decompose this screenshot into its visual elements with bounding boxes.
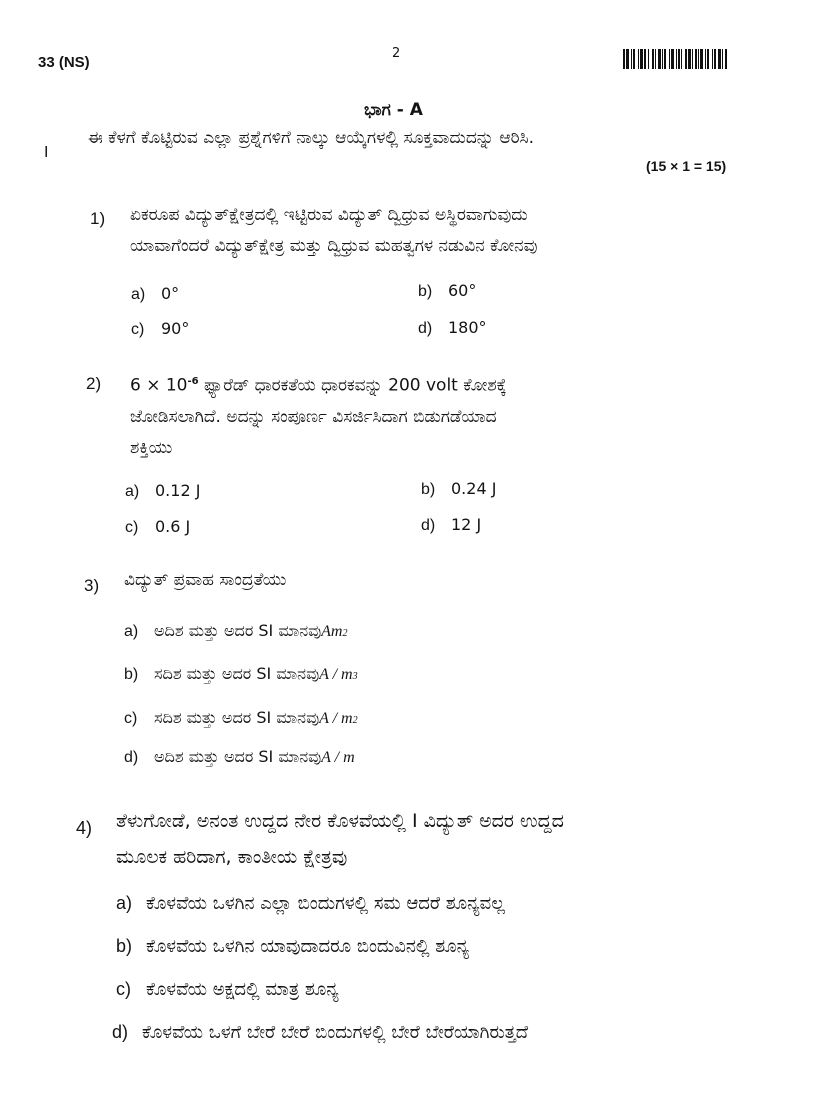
question-line: ಜೋಡಿಸಲಾಗಿದೆ. ಅದನ್ನು ಸಂಪೂರ್ಣ ವಿಸರ್ಜಿಸಿದಾಗ ಬಿಡುಗಡೆಯಾದ — [130, 406, 497, 427]
option-label: c) — [131, 321, 145, 338]
option-unit: Am — [321, 623, 343, 640]
unit-exponent: 3 — [352, 671, 358, 682]
option-d[interactable] — [124, 747, 355, 767]
barcode — [623, 49, 741, 69]
option-label: a) — [131, 286, 146, 303]
option-a[interactable] — [116, 893, 505, 914]
option-b[interactable] — [124, 664, 358, 684]
section-number: I — [44, 143, 49, 161]
question-number: 1) — [90, 209, 106, 228]
paper-code: 33 (NS) — [38, 54, 90, 71]
option-d[interactable] — [112, 1022, 528, 1043]
option-c[interactable] — [131, 319, 189, 339]
option-label: d) — [421, 517, 436, 534]
option-text: 0° — [161, 284, 180, 303]
question-line: ಏಕರೂಪ ವಿದ್ಯುತ್‌ಕ್ಷೇತ್ರದಲ್ಲಿ ಇಟ್ಟಿರುವ ವಿದ್ಯುತ್ ದ್ವಿಧ್ರುವ ಅಸ್ಥಿರವಾಗುವುದು — [130, 205, 528, 225]
option-text: 180° — [448, 318, 487, 337]
option-b[interactable] — [421, 479, 496, 499]
unit-exponent: 2 — [342, 628, 348, 639]
option-b[interactable] — [116, 936, 469, 957]
question-line: ಶಕ್ತಿಯು — [130, 437, 173, 458]
option-unit: A / m — [321, 749, 355, 766]
option-unit: A / m — [319, 710, 353, 727]
option-text: ಕೊಳವೆಯ ಒಳಗಿನ ಯಾವುದಾದರೂ ಬಿಂದುವಿನಲ್ಲಿ ಶೂನ್ಯ — [146, 936, 470, 957]
page-number: 2 — [392, 46, 401, 61]
question-number: 4) — [76, 818, 93, 838]
option-text: 0.24 J — [451, 479, 497, 498]
option-a[interactable] — [131, 284, 179, 304]
option-text: ಸದಿಶ ಮತ್ತು ಅದರ SI ಮಾನವು — [154, 708, 320, 727]
option-label: d) — [418, 320, 433, 337]
option-label: a) — [116, 893, 133, 913]
option-label: d) — [112, 1022, 129, 1042]
option-text: ಸದಿಶ ಮತ್ತು ಅದರ SI ಮಾನವು — [154, 664, 320, 683]
option-c[interactable] — [116, 979, 339, 1000]
option-text: ಕೊಳವೆಯ ಒಳಗಿನ ಎಲ್ಲಾ ಬಿಂದುಗಳಲ್ಲಿ ಸಮ ಆದರೆ ಶೂನ್ಯವಲ್ಲ — [146, 893, 505, 914]
question-number: 2) — [86, 374, 102, 393]
option-label: b) — [124, 666, 139, 683]
option-text: 90° — [161, 319, 190, 338]
question-number: 3) — [84, 576, 100, 595]
option-a[interactable] — [124, 621, 347, 641]
option-text: 12 J — [451, 515, 482, 534]
question-text — [130, 200, 755, 262]
unit-exponent: 2 — [352, 715, 358, 726]
option-label: b) — [421, 481, 436, 498]
option-label: c) — [124, 710, 138, 727]
option-text: 0.12 J — [155, 481, 201, 500]
question-text — [116, 803, 750, 875]
option-label: b) — [116, 936, 133, 956]
question-text: ವಿದ್ಯುತ್ ಪ್ರವಾಹ ಸಾಂದ್ರತೆಯು — [124, 570, 287, 590]
section-instruction: ಈ ಕೆಳಗೆ ಕೊಟ್ಟಿರುವ ಎಲ್ಲಾ ಪ್ರಶ್ನೆಗಳಿಗೆ ನಾಲ್ಕು ಆಯ್ಕೆಗಳಲ್ಲಿ ಸೂಕ್ತವಾದುದನ್ನು ಆರಿಸಿ. — [88, 128, 534, 148]
option-text: ಅದಿಶ ಮತ್ತು ಅದರ SI ಮಾನವು — [154, 621, 322, 640]
option-b[interactable] — [418, 281, 476, 301]
option-label: c) — [125, 519, 139, 536]
option-label: c) — [116, 979, 131, 999]
question-text — [130, 366, 757, 464]
expression-base: 6 × 10 — [130, 375, 188, 396]
option-label: a) — [125, 483, 140, 500]
part-title: ಭಾಗ - A — [364, 100, 423, 120]
question-line: ಯಾವಾಗೆಂದರೆ ವಿದ್ಯುತ್‌ಕ್ಷೇತ್ರ ಮತ್ತು ದ್ವಿಧ್ರುವ ಮಹತ್ವಗಳ ನಡುವಿನ ಕೋನವು — [130, 236, 538, 256]
option-c[interactable] — [125, 517, 190, 537]
option-text: 60° — [448, 281, 477, 300]
question-line: ಮೂಲಕ ಹರಿದಾಗ, ಕಾಂತೀಯ ಕ್ಷೇತ್ರವು — [116, 846, 348, 868]
option-text: 0.6 J — [155, 517, 191, 536]
question-line — [130, 366, 757, 402]
option-text: ಅದಿಶ ಮತ್ತು ಅದರ SI ಮಾನವು — [154, 747, 322, 766]
option-label: a) — [124, 623, 139, 640]
question-line-rest: ಫ್ಯಾರೆಡ್ ಧಾರಕತೆಯ ಧಾರಕವನ್ನು 200 volt ಕೋಶಕ್ಕೆ — [198, 375, 507, 396]
option-d[interactable] — [418, 318, 487, 338]
option-text: ಕೊಳವೆಯ ಅಕ್ಷದಲ್ಲಿ ಮಾತ್ರ ಶೂನ್ಯ — [146, 979, 339, 1000]
option-label: d) — [124, 749, 139, 766]
option-text: ಕೊಳವೆಯ ಒಳಗೆ ಬೇರೆ ಬೇರೆ ಬಿಂದುಗಳಲ್ಲಿ ಬೇರೆ ಬೇರೆಯಾಗಿರುತ್ತದೆ — [142, 1022, 529, 1043]
option-unit: A / m — [319, 666, 353, 683]
option-a[interactable] — [125, 481, 200, 501]
option-c[interactable] — [124, 708, 358, 728]
section-marks: (15 × 1 = 15) — [646, 158, 727, 174]
option-label: b) — [418, 283, 433, 300]
option-d[interactable] — [421, 515, 481, 535]
question-line: ತೆಳುಗೋಡೆ, ಅನಂತ ಉದ್ದದ ನೇರ ಕೊಳವೆಯಲ್ಲಿ I ವಿದ್ಯುತ್ ಅದರ ಉದ್ದದ — [116, 810, 564, 832]
expression-exponent: -6 — [187, 376, 199, 387]
